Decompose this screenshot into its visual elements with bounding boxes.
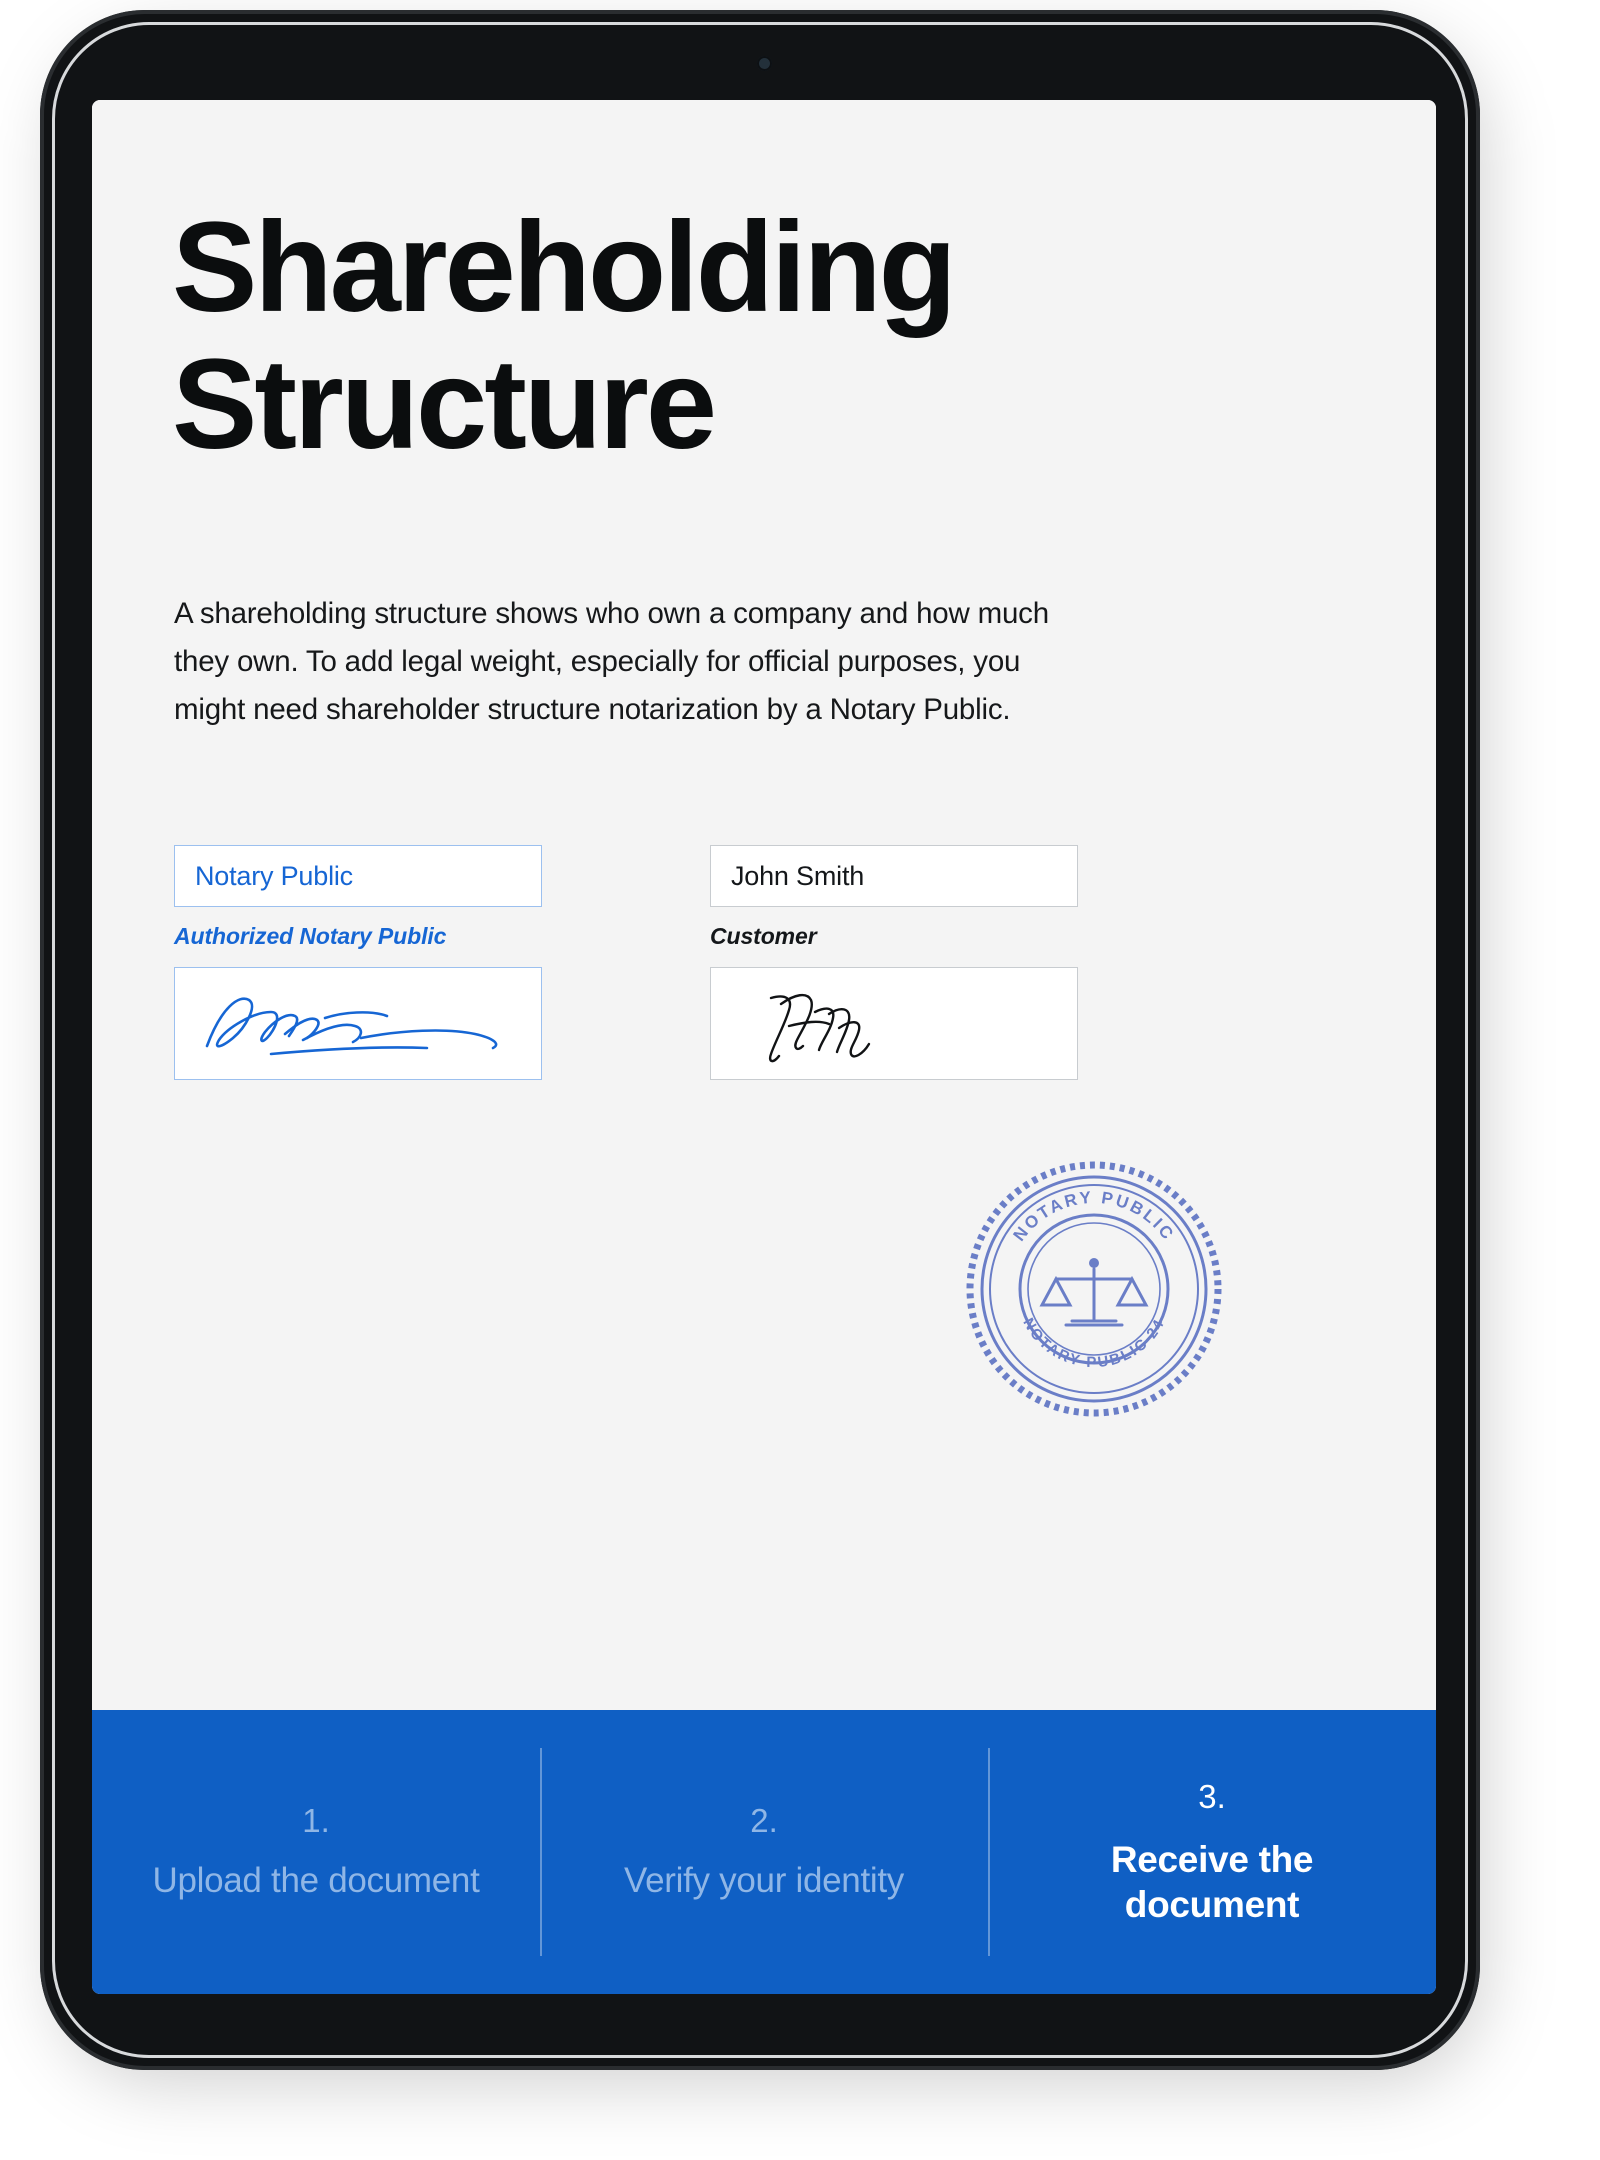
step-1-label: Upload the document	[152, 1861, 480, 1901]
progress-steps-bar	[92, 1710, 1436, 1994]
step-receive-document[interactable]	[988, 1710, 1436, 1994]
scales-of-justice-icon	[1042, 1258, 1146, 1325]
seal-top-text: NOTARY PUBLIC	[1009, 1187, 1179, 1245]
notary-signature-icon	[175, 968, 542, 1080]
notary-role-label: Authorized Notary Public	[174, 923, 447, 949]
customer-signature-field[interactable]	[710, 967, 1078, 1080]
notary-signature-block	[174, 845, 542, 1080]
step-3-label: Receive the document	[1110, 1838, 1314, 1925]
step-2-label: Verify your identity	[624, 1861, 904, 1901]
front-camera-icon	[757, 56, 772, 71]
customer-role-label: Customer	[710, 923, 817, 949]
step-2-number: 2.	[750, 1801, 778, 1839]
document-paragraph: A shareholding structure shows who own a company and how much they own. To add legal weight, especially for official purposes, you might need shareholder structure notarization by a Notary Public.	[174, 597, 1049, 726]
seal-bottom-text: NOTARY PUBLIC 24	[1019, 1315, 1169, 1372]
customer-signature-icon	[711, 968, 1078, 1080]
step-upload-document[interactable]	[92, 1710, 540, 1994]
customer-signature-block	[710, 845, 1078, 1080]
page-title: Shareholding Structure	[172, 196, 954, 476]
document-page	[92, 100, 1436, 1710]
tablet-screen	[92, 100, 1436, 1994]
customer-name-input[interactable]: John Smith	[710, 845, 1078, 907]
step-verify-identity[interactable]	[540, 1710, 988, 1994]
step-3-number: 3.	[1198, 1778, 1226, 1816]
notary-name-input[interactable]: Notary Public	[174, 845, 542, 907]
step-1-number: 1.	[302, 1801, 330, 1839]
notary-seal	[960, 1155, 1228, 1423]
notary-signature-field[interactable]	[174, 967, 542, 1080]
